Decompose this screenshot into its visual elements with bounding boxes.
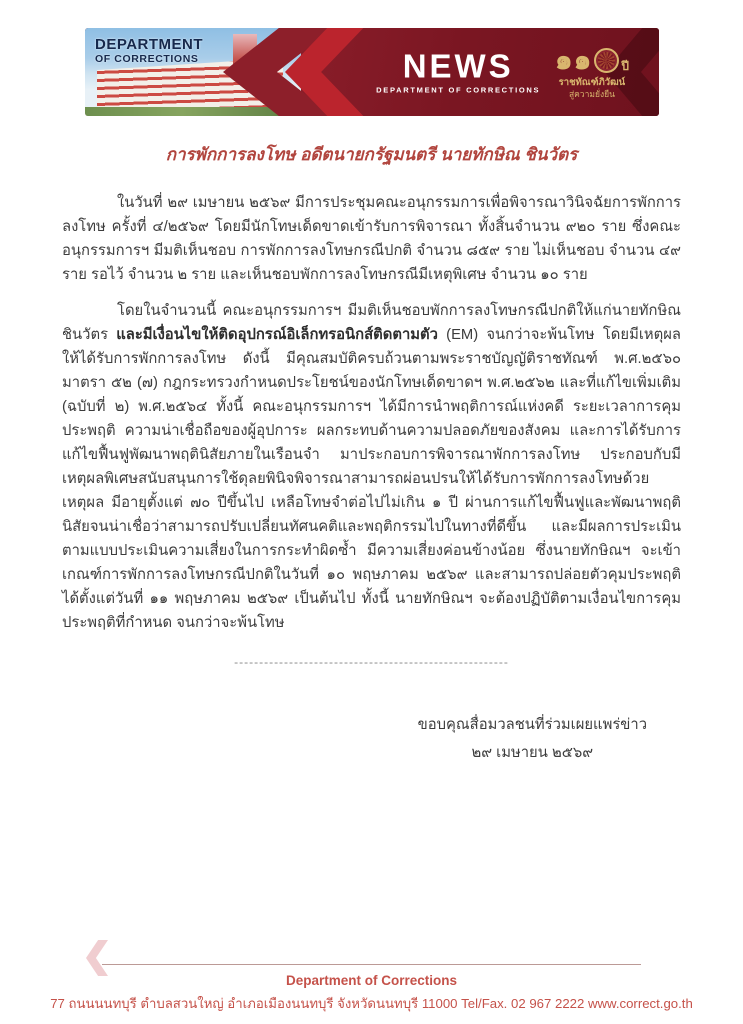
anniversary-110-logo — [554, 43, 629, 99]
chevron-left-icon — [86, 940, 108, 976]
header-banner — [85, 28, 659, 116]
footer-address: 77 ถนนนนทบุรี ตำบลสวนใหญ่ อำเภอเมืองนนทบุรี จังหวัดนนทบุรี 11000 Tel/Fax. 02 967 2222 www.correct.go.th — [50, 996, 693, 1011]
signoff-date: ๒๙ เมษายน ๒๕๖๙ — [471, 745, 594, 761]
news-subtitle: DEPARTMENT OF CORRECTIONS — [376, 85, 541, 95]
signoff-thanks-line: ขอบคุณสื่อมวลชนที่ร่วมเผยแพร่ข่าว — [417, 717, 647, 733]
department-logo-line2: OF CORRECTIONS — [95, 53, 199, 66]
paragraph-1: ในวันที่ ๒๙ เมษายน ๒๕๖๙ มีการประชุมคณะอนุกรรมการเพื่อพิจารณาวินิจฉัยการพักการลงโทษ ครั้งที่ ๔/๒๕๖๙ โดยมีนักโทษเด็ดขาดเข้ารับการพิจารณา ทั้งสิ้นจำนวน ๙๒๐ ราย ซึ่งคณะอนุกรรมการฯ มีมติเห็นชอบ การพักการลงโทษกรณีปกติ จำนวน ๘๕๙ ราย ไม่เห็นชอบ จำนวน ๔๙ ราย รอไว้ จำนวน ๒ ราย และเห็นชอบพักการลงโทษกรณีมีเหตุพิเศษ จำนวน ๑๐ ราย — [62, 195, 681, 283]
department-logo — [95, 36, 203, 65]
building-greenery-image — [85, 107, 301, 116]
anniversary-slogan-line2: สู่ความยั่งยืน — [568, 88, 615, 99]
banner-red-panel — [301, 28, 659, 116]
dashed-separator: ------------------------------------------------------- — [234, 655, 509, 669]
anniversary-number — [554, 43, 629, 76]
footer-divider — [102, 964, 641, 965]
paragraph-2-bold-text: และมีเงื่อนไขให้ติดอุปกรณ์อิเล็กทรอนิกส์ติดตามตัว — [116, 327, 438, 343]
news-masthead — [376, 47, 541, 95]
paragraph-2-text: โดยในจำนวนนี้ คณะอนุกรรมการฯ มีมติเห็นชอบพักการลงโทษกรณีปกติให้แก่นายทักษิณ ชินวัตร — [62, 303, 681, 343]
signoff-block — [418, 711, 647, 767]
seal-emblem-icon — [594, 48, 619, 73]
anniversary-digits: ๑๑ — [554, 43, 593, 76]
page-title: การพักการลงโทษ อดีตนายกรัฐมนตรี นายทักษิณ ชินวัตร — [165, 145, 578, 164]
department-logo-line1: DEPARTMENT — [95, 36, 204, 53]
news-title: NEWS — [402, 47, 514, 85]
paragraph-2 — [62, 299, 681, 635]
paragraph-2-text: (EM) จนกว่าจะพ้นโทษ โดยมีเหตุผลให้ได้รับการพักการลงโทษ ดังนี้ มีคุณสมบัติครบถ้วนตามพระราชบัญญัติราชทัณฑ์ พ.ศ.๒๕๖๐ มาตรา ๕๒ (๗) กฎกระทรวงกำหนดประโยชน์ของนักโทษเด็ดขาดฯ พ.ศ.๒๕๖๒ และที่แก้ไขเพิ่มเติม (ฉบับที่ ๒) พ.ศ.๒๕๖๔ ทั้งนี้ คณะอนุกรรมการฯ ได้มีการนำพฤติการณ์แห่งคดี ระยะเวลาการคุมประพฤติ ความน่าเชื่อถือของผู้อุปการะ ผลกระทบด้านความปลอดภัยของสังคม และการได้รับการแก้ไขฟื้นฟูพัฒนาพฤตินิสัยภายในเรือนจำ มาประกอบการพิจารณาพักการลงโทษ ประกอบกับมีเหตุผลพิเศษสนับสนุนการใช้ดุลยพินิจพิจารณาสามารถผ่อนปรนให้ได้รับการพักการลงโทษด้วยเหตุผล มีอายุตั้งแต่ ๗๐ ปีขึ้นไป เหลือโทษจำต่อไปไม่เกิน ๑ ปี ผ่านการแก้ไขฟื้นฟูและพัฒนาพฤตินิสัยจนน่าเชื่อว่าสามารถปรับเปลี่ยนทัศนคติและพฤติกรรมไปในทางที่ดีขึ้น และมีผลการประเมินตามแบบประเมินความเสี่ยงในการกระทำผิดซ้ำ มีความเสี่ยงค่อนข้างน้อย ซึ่งนายทักษิณฯ จะเข้าเกณฑ์การพักการลงโทษกรณีปกติในวันที่ ๑๐ พฤษภาคม ๒๕๖๙ และสามารถปล่อยตัวคุมประพฤติได้ตั้งแต่วันที่ ๑๑ พฤษภาคม ๒๕๖๙ เป็นต้นไป ทั้งนี้ นายทักษิณฯ จะต้องปฏิบัติตามเงื่อนไขการคุมประพฤติที่กำหนด จนกว่าจะพ้นโทษ — [62, 327, 682, 631]
anniversary-slogan-line1: ราชทัณฑ์ภิวัฒน์ — [558, 77, 626, 88]
footer-department-name: Department of Corrections — [285, 973, 458, 988]
page-footer — [0, 964, 743, 1014]
anniversary-year-suffix: ปี — [621, 59, 629, 73]
